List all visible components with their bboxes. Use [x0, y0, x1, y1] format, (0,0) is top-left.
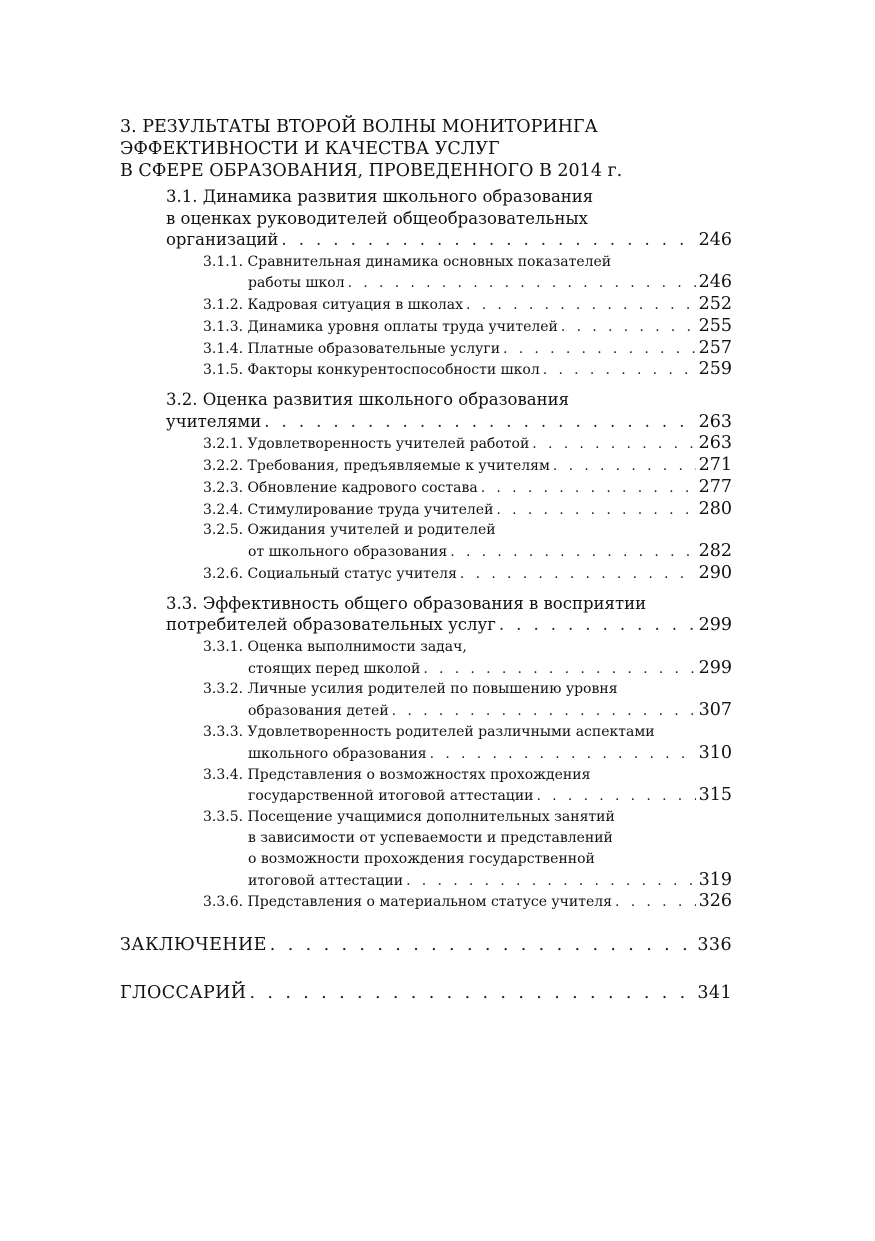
dot-leader — [264, 411, 695, 433]
subsection-entry[interactable] — [203, 359, 732, 381]
dot-leader — [532, 434, 695, 455]
entry-label: школьного образования — [248, 745, 427, 762]
toc-subsection[interactable] — [203, 499, 732, 521]
toc-subsection[interactable] — [203, 765, 732, 808]
page-number: 290 — [698, 563, 732, 584]
entry-label — [203, 317, 558, 338]
subsection-number: 3.2.4. — [203, 501, 244, 518]
dot-leader — [466, 295, 696, 316]
toc-subsection[interactable] — [203, 891, 732, 913]
entry-label: учителями — [166, 411, 262, 431]
subsection-text: Посещение учащимися дополнительных занятий — [247, 809, 615, 826]
entry-label — [203, 478, 478, 499]
page-number: 299 — [698, 615, 732, 636]
subsection-text: Социальный статус учителя — [247, 566, 457, 583]
toc-subsection[interactable] — [203, 722, 732, 765]
page-number: 246 — [698, 272, 732, 293]
subsection-line — [203, 252, 732, 273]
entry-label: потребителей образовательных услуг — [166, 615, 496, 635]
chapter-title — [120, 116, 732, 182]
entry-label — [203, 339, 500, 360]
subsection-line — [203, 520, 732, 541]
dot-leader — [553, 456, 696, 477]
subsection-number: 3.3.4. — [203, 766, 244, 783]
subsection-text: Представления о материальном статусе учителя — [247, 894, 613, 911]
subsection-number: 3.1.1. — [203, 253, 244, 270]
subsection-line — [203, 807, 732, 828]
subsection-text: Обновление кадрового состава — [247, 479, 478, 496]
subsection-line — [248, 849, 732, 870]
dot-leader — [450, 542, 695, 563]
chapter-title-line: 3. РЕЗУЛЬТАТЫ ВТОРОЙ ВОЛНЫ МОНИТОРИНГА — [120, 117, 598, 137]
subsection-text: Динамика уровня оплаты труда учителей — [247, 318, 558, 335]
subsection-number: 3.1.3. — [203, 318, 244, 335]
subsection-number: 3.3.6. — [203, 894, 244, 911]
toc-entry-conclusion[interactable] — [120, 933, 732, 957]
subsection-entry[interactable] — [248, 743, 732, 765]
dot-leader — [499, 614, 696, 636]
entry-label — [203, 360, 540, 381]
toc-subsection[interactable] — [203, 359, 732, 381]
entry-label: итоговой аттестации — [248, 872, 404, 889]
subsection-line — [203, 637, 732, 658]
entry-label — [203, 564, 457, 585]
entry-label: государственной итоговой аттестации — [248, 788, 534, 805]
subsection-line — [203, 722, 732, 743]
subsection-text: Платные образовательные услуги — [247, 340, 501, 357]
subsection-number: 3.1.4. — [203, 340, 244, 357]
entry-label — [203, 892, 612, 913]
dot-leader — [561, 317, 696, 338]
dot-leader — [460, 564, 696, 585]
section-list — [120, 186, 732, 913]
page-number: 336 — [697, 935, 732, 956]
subsection-entry[interactable] — [248, 785, 732, 807]
entry-label — [203, 500, 493, 521]
page-number: 341 — [697, 983, 732, 1004]
toc-subsection[interactable] — [203, 338, 732, 360]
dot-leader — [615, 892, 696, 913]
page-number: 315 — [698, 785, 732, 806]
subsection-entry[interactable] — [203, 891, 732, 913]
subsection-entry[interactable] — [203, 316, 732, 338]
subsection-number: 3.2.2. — [203, 458, 244, 475]
dot-leader — [543, 360, 696, 381]
subsection-number: 3.3.2. — [203, 681, 244, 698]
subsection-number: 3.2.6. — [203, 566, 244, 583]
toc-subsection[interactable] — [203, 294, 732, 316]
toc-subsection[interactable] — [203, 316, 732, 338]
section-heading-line: 3.2. Оценка развития школьного образования — [166, 390, 570, 410]
section-heading — [166, 186, 732, 252]
subsection-text: Представления о возможностях прохождения — [247, 766, 591, 783]
entry-label: образования детей — [248, 703, 389, 720]
subsection-text: Ожидания учителей и родителей — [247, 522, 496, 539]
toc-section — [166, 593, 732, 913]
page-number: 255 — [698, 315, 732, 336]
toc-section — [166, 186, 732, 381]
page-number: 277 — [698, 476, 732, 497]
subsection-text: Оценка выполнимости задач, — [247, 638, 467, 655]
entry-label — [203, 434, 529, 455]
subsection-entry[interactable] — [203, 433, 732, 455]
toc-subsection[interactable] — [203, 477, 732, 499]
toc-subsection[interactable] — [203, 637, 732, 680]
page-number: 326 — [698, 891, 732, 912]
subsection-number: 3.3.3. — [203, 724, 244, 741]
subsection-number: 3.1.5. — [203, 362, 244, 379]
subsection-entry[interactable] — [248, 700, 732, 722]
chapter-title-line: В СФЕРЕ ОБРАЗОВАНИЯ, ПРОВЕДЕННОГО В 2014 г. — [120, 161, 623, 181]
dot-leader — [430, 744, 696, 765]
dot-leader — [481, 478, 696, 499]
entry-label: от школьного образования — [248, 544, 448, 561]
dot-leader — [406, 871, 696, 892]
section-heading-line: 3.1. Динамика развития школьного образования — [166, 187, 594, 206]
dot-leader — [496, 500, 695, 521]
entry-label: стоящих перед школой — [248, 660, 421, 677]
entry-label: работы школ — [248, 275, 345, 292]
subsection-text: Стимулирование труда учителей — [247, 501, 494, 518]
subsection-entry[interactable] — [203, 499, 732, 521]
entry-label: организаций — [166, 230, 279, 249]
section-heading — [166, 593, 732, 637]
section-gap — [120, 585, 732, 591]
toc-entry-glossary[interactable] — [120, 981, 732, 1005]
subsection-text: в зависимости от успеваемости и представлений — [248, 830, 613, 847]
page-number: 263 — [698, 411, 732, 432]
section-gap — [120, 381, 732, 387]
subsection-entry[interactable] — [248, 870, 732, 892]
subsection-text: Требования, предъявляемые к учителям — [247, 458, 550, 475]
page-number: 319 — [698, 869, 732, 890]
subsection-entry[interactable] — [203, 455, 732, 477]
dot-leader — [249, 981, 694, 1005]
table-of-contents — [120, 116, 732, 1005]
page-number: 310 — [698, 742, 732, 763]
subsection-text: о возможности прохождения государственной — [248, 850, 595, 867]
subsection-entry[interactable] — [248, 658, 732, 680]
subsection-line — [203, 765, 732, 786]
subsection-line — [248, 828, 732, 849]
subsection-number: 3.2.5. — [203, 522, 244, 539]
section-entry[interactable] — [166, 229, 732, 252]
subsection-number: 3.3.5. — [203, 809, 244, 826]
page-number: 263 — [698, 433, 732, 454]
page-number: 282 — [698, 541, 732, 562]
entry-label: ГЛОССАРИЙ — [120, 983, 247, 1004]
subsection-text: Кадровая ситуация в школах — [247, 297, 464, 314]
toc-subsection[interactable] — [203, 563, 732, 585]
toc-subsection[interactable] — [203, 455, 732, 477]
dot-leader — [348, 273, 696, 294]
subsection-text: Удовлетворенность родителей различными аспектами — [247, 724, 655, 741]
section-heading-line: 3.3. Эффективность общего образования в восприятии — [166, 593, 647, 613]
subsection-entry[interactable] — [203, 294, 732, 316]
entry-label: ЗАКЛЮЧЕНИЕ — [120, 935, 267, 956]
page-number: 307 — [698, 700, 732, 721]
toc-section — [166, 389, 732, 585]
page-number: 257 — [698, 337, 732, 358]
toc-subsection[interactable] — [203, 520, 732, 563]
subsection-number: 3.3.1. — [203, 638, 244, 655]
toc-subsection[interactable] — [203, 433, 732, 455]
subsection-number: 3.2.3. — [203, 479, 244, 496]
section-entry[interactable] — [166, 411, 732, 434]
subsection-line — [203, 679, 732, 700]
entry-label — [203, 295, 463, 316]
subsection-entry[interactable] — [248, 272, 732, 294]
dot-leader — [503, 339, 696, 360]
section-heading-line: в оценках руководителей общеобразовательных — [166, 208, 588, 228]
section-heading — [166, 389, 732, 433]
dot-leader — [423, 659, 695, 680]
subsection-text: Личные усилия родителей по повышению уровня — [247, 681, 618, 698]
subsection-entry[interactable] — [203, 338, 732, 360]
subsection-entry[interactable] — [203, 477, 732, 499]
page-number: 280 — [698, 498, 732, 519]
toc-subsection[interactable] — [203, 252, 732, 295]
subsection-number: 3.1.2. — [203, 297, 244, 314]
page-number: 252 — [698, 294, 732, 315]
entry-label — [203, 456, 550, 477]
subsection-entry[interactable] — [248, 541, 732, 563]
dot-leader — [392, 701, 696, 722]
page-number: 246 — [698, 230, 732, 250]
subsection-text: Удовлетворенность учителей работой — [247, 436, 530, 453]
toc-subsection[interactable] — [203, 807, 732, 891]
page-number: 271 — [698, 455, 732, 476]
chapter-title-line: ЭФФЕКТИВНОСТИ И КАЧЕСТВА УСЛУГ — [120, 139, 500, 159]
dot-leader — [536, 786, 695, 807]
page-number: 299 — [698, 657, 732, 678]
page-number: 259 — [698, 359, 732, 380]
section-entry[interactable] — [166, 614, 732, 637]
subsection-text: Факторы конкурентоспособности школ — [247, 362, 540, 379]
dot-leader — [270, 933, 695, 957]
subsection-entry[interactable] — [203, 563, 732, 585]
subsection-text: Сравнительная динамика основных показателей — [247, 253, 612, 270]
dot-leader — [281, 229, 695, 251]
subsection-number: 3.2.1. — [203, 436, 244, 453]
toc-subsection[interactable] — [203, 679, 732, 722]
